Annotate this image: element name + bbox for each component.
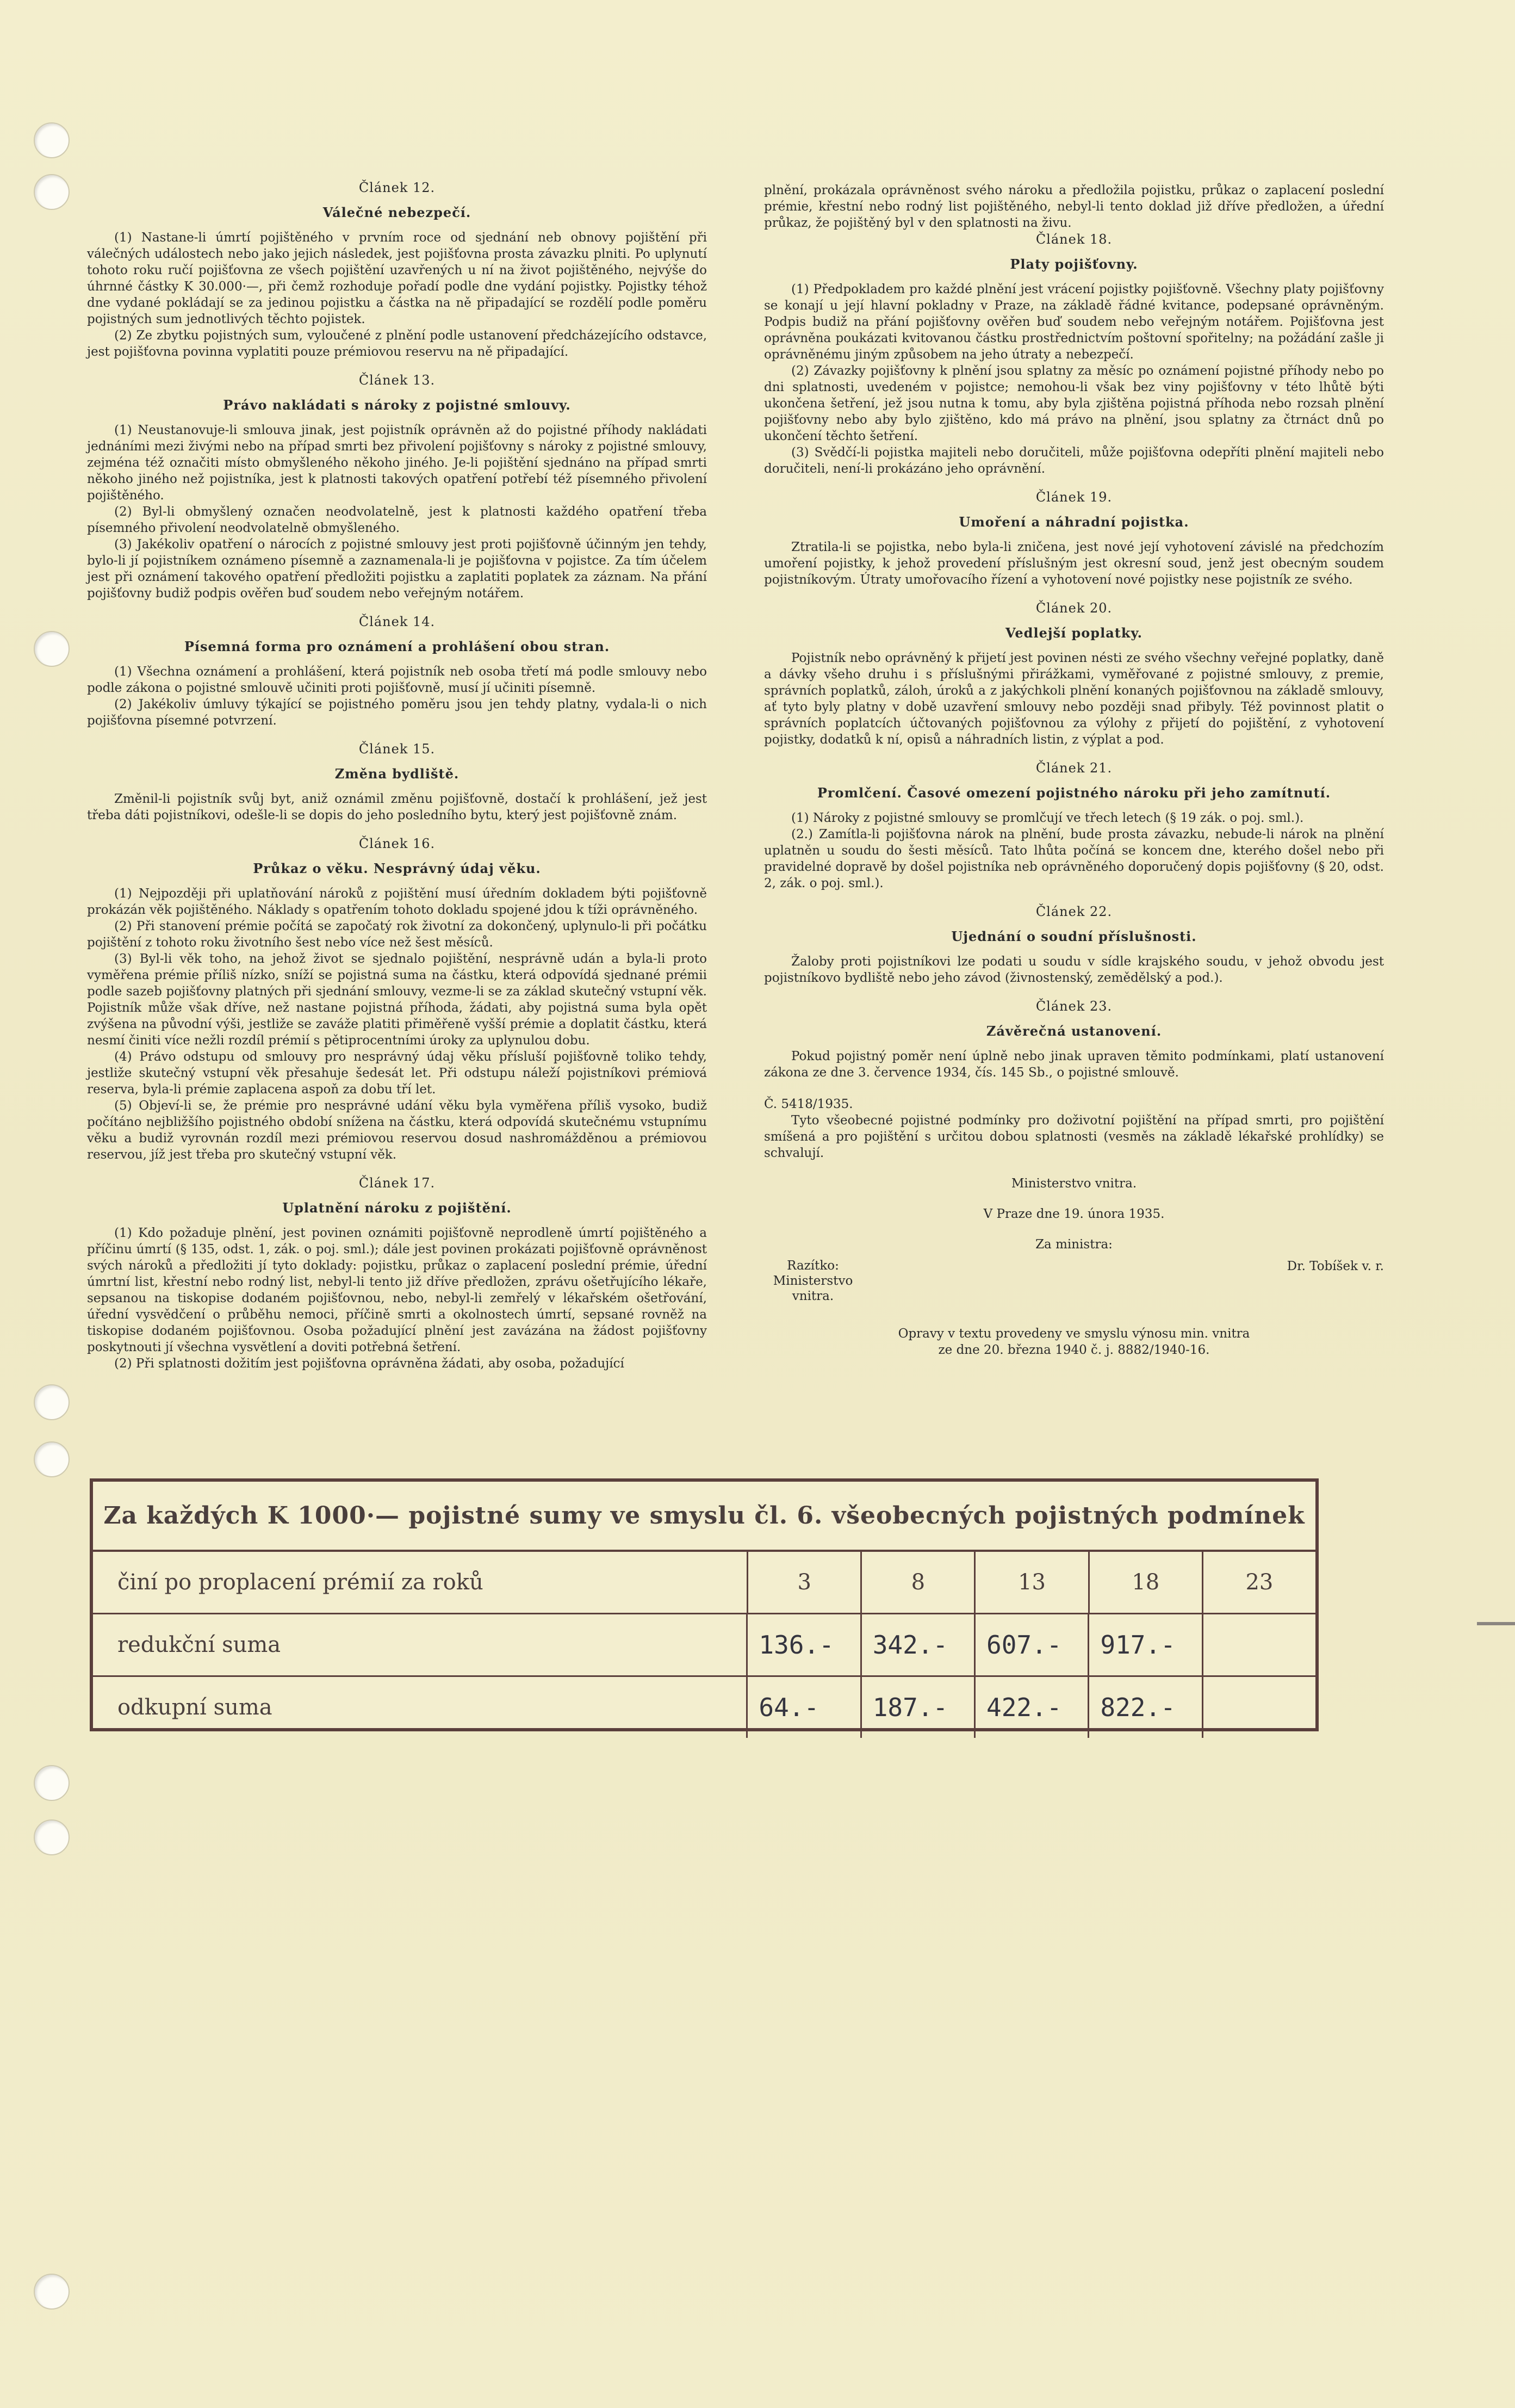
row-label: redukční suma	[117, 1632, 281, 1657]
article-title: Změna bydliště.	[334, 766, 460, 782]
edge-mark	[1477, 1622, 1515, 1625]
punch-hole	[34, 1819, 70, 1855]
article-paragraph: (2) Při stanovení prémie počítá se započatý rok životní za dokončený, uplynulo-li při počátku pojištění z tohoto roku životního šest nebo více než šest měsíců.	[87, 919, 707, 950]
article-paragraph: (3) Byl-li věk toho, na jehož život se sjednalo pojištění, nesprávně udán a byla-li proto vyměřena prémie příliš nízko, sníží se pojistná suma na částku, která odpovídá sjednané prémii podle sazeb pojišťovny platných při sjednání smlouvy, vezme-li se za základ skutečný vstupní věk. Pojistník může však dříve, než nastane pojistná příhoda, žádati, aby pojistná suma byla opět zvýšena na původní výši, jestliže se zaváže platiti přiměřeně vyšší prémie a doplatit částku, která nesmí činiti více nežli rozdíl prémií s pětiprocentními úroky za uplynulou dobu.	[87, 952, 707, 1048]
article	[87, 741, 707, 824]
table-cell: 422.-	[974, 1677, 1088, 1738]
stamp-line: Ministerstvo	[773, 1274, 853, 1288]
article-title: Průkaz o věku. Nesprávný údaj věku.	[253, 861, 541, 876]
article-paragraph: (4) Právo odstupu od smlouvy pro nesprávný údaj věku přísluší pojišťovně toliko tehdy, jestliže skutečný vstupní věk přesahuje šedesát let. Při odstupu náleží pojistníkovi prémiová reserva, byla-li prémie zaplacena aspoň za dobu tří let.	[87, 1050, 707, 1097]
punch-hole	[34, 122, 70, 158]
reference-number: Č. 5418/1935.	[764, 1097, 853, 1111]
article-paragraph: (2) Ze zbytku pojistných sum, vyloučené z plnění podle ustanovení předcházejícího odstavce, jest pojišťovna povinna vyplatiti pouze prémiovou reservu na ně připadající.	[87, 329, 707, 359]
article-title: Právo nakládati s nároky z pojistné smlouvy.	[223, 397, 571, 413]
table-heading: Za každých K 1000·— pojistné sumy ve smyslu čl. 6. všeobecných pojistných podmínek	[93, 1482, 1315, 1552]
article-title: Promlčení. Časové omezení pojistného nároku při jeho zamítnutí.	[817, 785, 1331, 801]
punch-hole	[34, 174, 70, 210]
article-number: Článek 15.	[358, 741, 436, 757]
table-row-reduction	[93, 1614, 1315, 1677]
article-title: Vedlejší poplatky.	[1005, 625, 1143, 641]
continued-paragraph: plnění, prokázala oprávněnost svého nároku a předložila pojistku, průkaz o zaplacení poslední prémie, křestní nebo rodný list pojištěného, nebyl-li tento doklad již dříve předložen, a úřední průkaz, že pojištěný byl v den splatnosti na živu.	[764, 183, 1384, 230]
article-paragraph: (5) Objeví-li se, že prémie pro nesprávné udání věku byla vyměřena příliš vysoko, budiž počítáno nejbližšího pojistného období snížena na částku, která odpovídá skutečnému vstupnímu věku a budiž vyrovnán rozdíl mezi prémiovou reservou dosud nashromážděnou a prémiovou reservou, jíž jest třeba pro skutečný vstupní věk.	[87, 1099, 707, 1162]
stamp	[764, 1258, 862, 1304]
table-cell: 13	[974, 1552, 1088, 1613]
article	[87, 614, 707, 729]
table-cell: 18	[1088, 1552, 1202, 1613]
article-paragraph: (1) Nároky z pojistné smlouvy se promlčují ve třech letech (§ 19 zák. o poj. sml.).	[791, 811, 1304, 825]
article-number: Článek 12.	[358, 180, 436, 195]
table-cell: 136.-	[746, 1614, 860, 1675]
table-row-years	[93, 1552, 1315, 1614]
article-paragraph: (1) Všechna oznámení a prohlášení, která pojistník neb osoba třetí má podle smlouvy nebo podle zákona o pojistné smlouvě učiniti proti pojišťovně, musí jí učiniti písemně.	[87, 665, 707, 695]
article	[764, 600, 1384, 748]
article	[764, 489, 1384, 588]
article-number: Článek 20.	[1035, 601, 1113, 616]
punch-hole	[34, 631, 70, 667]
article	[764, 231, 1384, 477]
article-number: Článek 16.	[358, 836, 436, 851]
surrender-value-table	[90, 1478, 1319, 1731]
table-cell: 607.-	[974, 1614, 1088, 1675]
table-row-surrender	[93, 1677, 1315, 1738]
for-minister: Za ministra:	[1035, 1237, 1113, 1252]
stamp-line: vnitra.	[792, 1289, 834, 1303]
article-title: Písemná forma pro oznámení a prohlášení obou stran.	[184, 639, 610, 654]
article-number: Článek 18.	[1035, 232, 1113, 247]
approval-text: Tyto všeobecné pojistné podmínky pro doživotní pojištění na případ smrti, pro pojištění smíšená a pro pojištění s určitou dobou splatnosti (vesměs na základě lékařské prohlídky) se schvalují.	[764, 1113, 1384, 1160]
article-paragraph: (1) Neustanovuje-li smlouva jinak, jest pojistník oprávněn až do pojistné příhody nakládati jednáními mezi živými nebo na případ smrti bez přivolení pojišťovny s nároky z pojistné smlouvy, zejména též označiti místo obmyšleného někoho jiného. Je-li pojištění sjednáno na případ smrti někoho jiného než pojistníka, jest k platnosti takových opatření potřebí též písemného přivolení pojištěného.	[87, 423, 707, 503]
left-text-column	[87, 179, 707, 1372]
table-cell: 917.-	[1088, 1614, 1201, 1675]
article-title: Závěrečná ustanovení.	[986, 1023, 1162, 1039]
signature-row	[764, 1258, 1384, 1304]
stamp-line: Razítko:	[787, 1259, 839, 1273]
article	[764, 998, 1384, 1081]
article-paragraph: Změnil-li pojistník svůj byt, aniž oznámil změnu pojišťovně, dostačí k prohlášení, jež jest třeba dáti pojistníkovi, odešle-li se dopis do jeho posledního bytu, který jest pojišťovně znám.	[87, 792, 707, 822]
article-paragraph: Pokud pojistný poměr není úplně nebo jinak upraven těmito podmínkami, platí ustanovení zákona ze dne 3. července 1934, čís. 145 Sb., o pojistné smlouvě.	[764, 1049, 1384, 1080]
article-title: Ujednání o soudní příslušnosti.	[951, 928, 1197, 944]
article-paragraph: (2) Byl-li obmyšlený označen neodvolatelně, jest k platnosti každého opatření třeba písemného přivolení neodvolatelně obmyšleného.	[87, 505, 707, 535]
punch-hole	[34, 1441, 70, 1477]
table-cell	[1202, 1677, 1315, 1738]
article-number: Článek 22.	[1035, 904, 1113, 919]
table-cell	[1202, 1614, 1315, 1675]
article-title: Umoření a náhradní pojistka.	[959, 514, 1189, 530]
article-number: Článek 13.	[358, 373, 436, 388]
article-paragraph: Ztratila-li se pojistka, nebo byla-li zničena, jest nové její vyhotovení závislé na předchozím umoření pojistky, k jehož provedení příslušným jest okresní soud, jenž jest obecným soudem pojistníkovým. Útraty umořovacího řízení a vyhotovení nové pojistky nese pojistník ze svého.	[764, 540, 1384, 587]
article-title: Platy pojišťovny.	[1010, 256, 1138, 272]
article-paragraph: Pojistník nebo oprávněný k přijetí jest povinen nésti ze svého všechny veřejné poplatky, daně a dávky všeho druhu i s příslušnými přirážkami, vyměřované z pojistné smlouvy, z premie, správních poplatků, záloh, úroků a z jakýchkoli plnění konaných pojišťovnou na základě smlouvy, ať tyto byly platny v době uzavření smlouvy nebo později snad přibyly. Též povinnost platit o správních poplatcích účtovaných pojišťovnou za výlohy z přijetí do pojištění, z vyhotovení pojistky, dodatků k ní, opisů a náhradních listin, z výplat a pod.	[764, 651, 1384, 747]
punch-hole	[34, 2274, 70, 2310]
article-paragraph: Žaloby proti pojistníkovi lze podati u soudu v sídle krajského soudu, v jehož obvodu jest pojistníkovo bydliště nebo jeho závod (živnostenský, zemědělský a pod.).	[764, 955, 1384, 985]
punch-hole	[34, 1765, 70, 1801]
row-label: činí po proplacení prémií za roků	[117, 1570, 483, 1595]
article-paragraph: (1) Kdo požaduje plnění, jest povinen oznámiti pojišťovně neprodleně úmrtí pojištěného a příčinu úmrtí (§ 135, odst. 1, zák. o poj. sml.); dále jest povinen prokázati pojišťovně oprávněnost svých nároků a předložiti jí tyto doklady: pojistku, průkaz o zaplacení poslední prémie, úřední úmrtní list, křestní nebo rodný list, nebyl-li tento již dříve předložen, zprávu ošetřujícího lékaře, sepsanou na tiskopise dodaném pojišťovnou, nebo, nebyl-li zemřelý v lékařském ošetřování, úřední vysvědčení o průběhu nemoci, příčině smrti a okolnostech úmrtí, sepsané rovněž na tiskopise dodaném pojišťovnou. Osoba požadující plnění jest zavázána na žádost pojišťovny poskytnouti jí všechna vysvětlení a doviti potřebná šetření.	[87, 1226, 707, 1354]
right-text-column	[764, 182, 1384, 1358]
article	[87, 179, 707, 360]
article-title: Válečné nebezpečí.	[322, 205, 471, 220]
corrections-line: ze dne 20. března 1940 č. j. 8882/1940-16.	[938, 1343, 1210, 1357]
table-cell: 23	[1202, 1552, 1315, 1613]
article-paragraph: (2) Jakékoliv úmluvy týkající se pojistného poměru jsou jen tehdy platny, vydala-li o nich pojišťovna písemné potvrzení.	[87, 697, 707, 728]
punch-hole	[34, 1384, 70, 1420]
article-paragraph: (1) Předpokladem pro každé plnění jest vrácení pojistky pojišťovně. Všechny platy pojišťovny se konají u její hlavní pokladny v Praze, na základě řádné kvitance, podepsané oprávněným. Podpis budiž na přání pojišťovny ověřen buď soudem nebo veřejným notářem. Pojišťovna jest oprávněna poukázati kvitovanou částku prostřednictvím poštovní spořitelny; na požádání zašle ji oprávněnému jiným způsobem na jeho útraty a nebezpečí.	[764, 282, 1384, 362]
row-label: odkupní suma	[117, 1695, 272, 1720]
article-paragraph: (3) Svědčí-li pojistka majiteli nebo doručiteli, může pojišťovna odepříti plnění majiteli nebo doručiteli, není-li prokázáno jeho oprávnění.	[764, 445, 1384, 476]
article-number: Článek 14.	[358, 614, 436, 629]
approval-block	[764, 1096, 1384, 1358]
table-cell: 822.-	[1088, 1677, 1201, 1738]
table-cell: 64.-	[746, 1677, 860, 1738]
article-number: Článek 17.	[358, 1175, 436, 1191]
right-articles	[764, 231, 1384, 1081]
article	[764, 903, 1384, 986]
article-paragraph: (2) Při splatnosti dožitím jest pojišťovna oprávněna žádati, aby osoba, požadující	[114, 1357, 624, 1371]
table-cell: 3	[747, 1552, 860, 1613]
ministry-name: Ministerstvo vnitra.	[1011, 1177, 1137, 1191]
article-number: Článek 19.	[1035, 490, 1113, 505]
article-paragraph: (2.) Zamítla-li pojišťovna nárok na plnění, bude prosta závazku, nebude-li nárok na plnění uplatněn u soudu do šesti měsíců. Tato lhůta počíná se koncem dne, kterého došel nebo při pravidelné dopravě by došel pojistníka neb oprávněného doporučený dopis pojišťovny (§ 20, odst. 2, zák. o poj. sml.).	[764, 827, 1384, 890]
table-cell: 187.-	[860, 1677, 974, 1738]
place-date: V Praze dne 19. února 1935.	[983, 1207, 1165, 1221]
article	[764, 760, 1384, 892]
article-paragraph: (1) Nastane-li úmrtí pojištěného v prvním roce od sjednání neb obnovy pojištění při válečných událostech nebo jako jejich následek, jest pojišťovna prosta závazku plniti. Po uplynutí tohoto roku ručí pojišťovna ze všech pojištění uzavřených u ní na život pojištěného, nejvýše do úhrnné částky K 30.000·—, při čemž rozhoduje pořadí podle dne vydání pojistky. Pojistky téhož dne vydané pokládají se za jedinou pojistku a částka na ně připadající se rozdělí podle poměru pojistných sum jednotlivých těchto pojistek.	[87, 231, 707, 326]
table-cell: 8	[860, 1552, 974, 1613]
article-paragraph: (2) Závazky pojišťovny k plnění jsou splatny za měsíc po oznámení pojistné příhody nebo po dni splatnosti, uvedeném v pojistce; nemohou-li však bez viny pojišťovny v této lhůtě býti ukončena šetření, jež jsou nutna k tomu, aby byla zjištěna pojistná příhoda nebo rozsah plnění pojišťovny nebo aby bylo zjištěno, kdo má právo na plnění, jsou splatny za čtrnáct dnů po ukončení těchto šetření.	[764, 364, 1384, 443]
article	[87, 835, 707, 1163]
article	[87, 1175, 707, 1372]
article	[87, 372, 707, 602]
article-paragraph: (1) Nejpozději při uplatňování nároků z pojištění musí úředním dokladem býti pojišťovně prokázán věk pojištěného. Náklady s opatřením tohoto dokladu spojené jdou k tíži oprávněného.	[87, 887, 707, 917]
article-title: Uplatnění nároku z pojištění.	[282, 1200, 512, 1216]
corrections-note	[764, 1326, 1384, 1358]
article-number: Článek 21.	[1035, 760, 1113, 776]
signatory: Dr. Tobíšek v. r.	[1287, 1259, 1384, 1273]
article-number: Článek 23.	[1035, 999, 1113, 1014]
article-paragraph: (3) Jakékoliv opatření o nárocích z pojistné smlouvy jest proti pojišťovně účinným jen tehdy, bylo-li jí pojistníkem oznámeno písemně a zaznamenala-li je pojišťovna v pojistce. Za tím účelem jest při oznámení takového opatření předložiti pojistku a zaplatiti poplatek za záznam. Na přání pojišťovny budiž podpis ověřen buď soudem nebo veřejným notářem.	[87, 537, 707, 601]
corrections-line: Opravy v textu provedeny ve smyslu výnosu min. vnitra	[898, 1327, 1250, 1341]
table-cell: 342.-	[860, 1614, 974, 1675]
